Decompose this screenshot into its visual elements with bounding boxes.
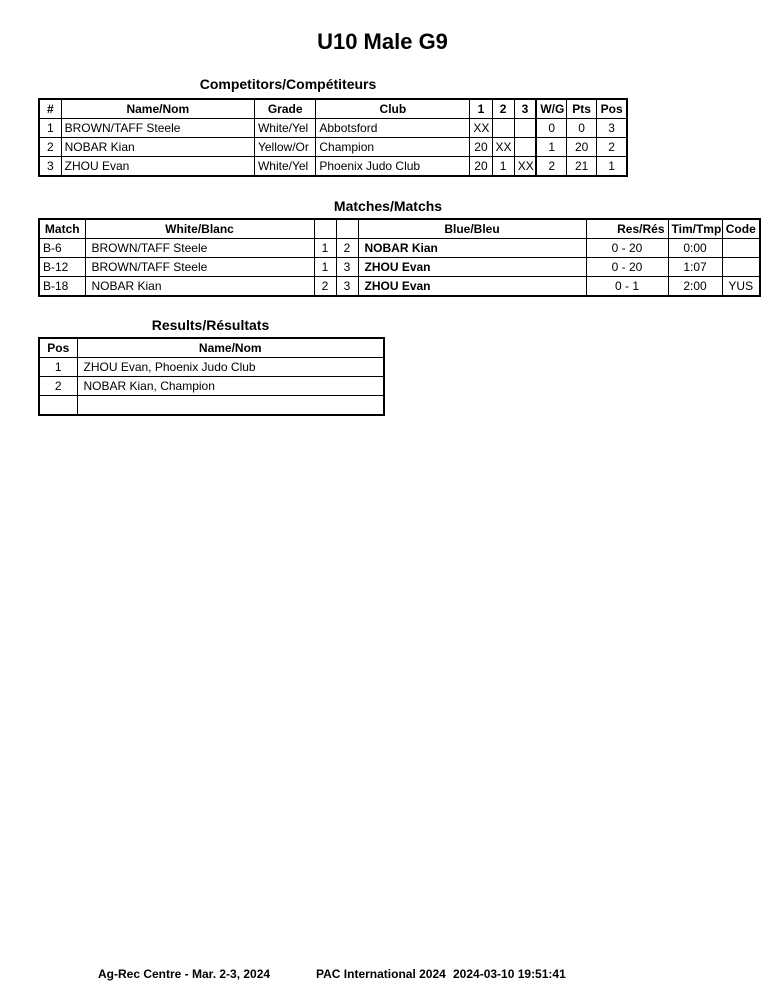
table-row [39, 258, 760, 277]
competitor-num: 3 [39, 157, 61, 177]
table-row [39, 119, 627, 138]
competitor-wg: 2 [536, 157, 566, 177]
competitor-grade: Yellow/Or [254, 138, 315, 157]
table-row [39, 377, 384, 396]
competitors-table [38, 98, 628, 177]
header-wnum [314, 219, 336, 239]
competitor-name: ZHOU Evan [61, 157, 254, 177]
results-header-row [39, 338, 384, 358]
header-name: Name/Nom [61, 99, 254, 119]
results-heading: Results/Résultats [151, 317, 270, 333]
header-match: Match [39, 219, 85, 239]
header-pos: Pos [597, 99, 627, 119]
result-pos [39, 396, 77, 416]
header-r3: 3 [514, 99, 536, 119]
header-code: Code [722, 219, 760, 239]
table-row [39, 157, 627, 177]
match-blue-num: 3 [336, 277, 358, 297]
result-pos: 1 [39, 358, 77, 377]
competitor-grade: White/Yel [254, 157, 315, 177]
competitor-r3 [514, 119, 536, 138]
table-row [39, 138, 627, 157]
match-white-num: 2 [314, 277, 336, 297]
competitor-pos: 2 [597, 138, 627, 157]
competitor-r1: 20 [470, 157, 492, 177]
competitor-wg: 0 [536, 119, 566, 138]
match-result: 0 - 1 [586, 277, 668, 297]
competitor-pts: 21 [567, 157, 597, 177]
competitor-num: 2 [39, 138, 61, 157]
match-id: B-12 [39, 258, 85, 277]
competitor-r3 [514, 138, 536, 157]
match-code: YUS [722, 277, 760, 297]
competitor-r2 [492, 119, 514, 138]
match-code [722, 239, 760, 258]
matches-heading: Matches/Matchs [333, 198, 443, 214]
match-blue: NOBAR Kian [358, 239, 586, 258]
competitors-heading: Competitors/Compétiteurs [199, 76, 377, 92]
match-blue: ZHOU Evan [358, 258, 586, 277]
competitor-club: Champion [316, 138, 470, 157]
match-result: 0 - 20 [586, 258, 668, 277]
competitor-club: Abbotsford [316, 119, 470, 138]
table-row [39, 358, 384, 377]
match-time: 0:00 [668, 239, 722, 258]
result-name: ZHOU Evan, Phoenix Judo Club [77, 358, 384, 377]
footer-timestamp: 2024-03-10 19:51:41 [453, 967, 566, 981]
match-white: BROWN/TAFF Steele [85, 239, 314, 258]
header-result-name: Name/Nom [77, 338, 384, 358]
competitor-r3: XX [514, 157, 536, 177]
match-white: BROWN/TAFF Steele [85, 258, 314, 277]
competitor-club: Phoenix Judo Club [316, 157, 470, 177]
match-blue-num: 3 [336, 258, 358, 277]
competitor-r1: 20 [470, 138, 492, 157]
table-row [39, 277, 760, 297]
footer-event: PAC International 2024 [316, 967, 446, 981]
header-res: Res/Rés [586, 219, 668, 239]
header-wg: W/G [536, 99, 566, 119]
header-result-pos: Pos [39, 338, 77, 358]
competitor-pos: 3 [597, 119, 627, 138]
match-time: 2:00 [668, 277, 722, 297]
match-blue: ZHOU Evan [358, 277, 586, 297]
match-blue-num: 2 [336, 239, 358, 258]
table-row [39, 239, 760, 258]
header-grade: Grade [254, 99, 315, 119]
match-id: B-6 [39, 239, 85, 258]
competitor-name: NOBAR Kian [61, 138, 254, 157]
result-pos: 2 [39, 377, 77, 396]
match-code [722, 258, 760, 277]
header-white: White/Blanc [85, 219, 314, 239]
matches-header-row [39, 219, 760, 239]
competitor-pts: 20 [567, 138, 597, 157]
results-table [38, 337, 385, 416]
match-id: B-18 [39, 277, 85, 297]
competitor-wg: 1 [536, 138, 566, 157]
competitor-num: 1 [39, 119, 61, 138]
header-num: # [39, 99, 61, 119]
competitor-r2: XX [492, 138, 514, 157]
header-club: Club [316, 99, 470, 119]
competitor-pos: 1 [597, 157, 627, 177]
footer-venue: Ag-Rec Centre - Mar. 2-3, 2024 [98, 967, 271, 981]
header-pts: Pts [567, 99, 597, 119]
match-white-num: 1 [314, 239, 336, 258]
page-title: U10 Male G9 [317, 29, 448, 54]
matches-table [38, 218, 761, 297]
competitor-grade: White/Yel [254, 119, 315, 138]
match-time: 1:07 [668, 258, 722, 277]
header-time: Tim/Tmp [668, 219, 722, 239]
result-name: NOBAR Kian, Champion [77, 377, 384, 396]
table-row [39, 396, 384, 416]
match-result: 0 - 20 [586, 239, 668, 258]
competitor-pts: 0 [567, 119, 597, 138]
result-name [77, 396, 384, 416]
header-r1: 1 [470, 99, 492, 119]
header-blue: Blue/Bleu [358, 219, 586, 239]
header-bnum [336, 219, 358, 239]
match-white-num: 1 [314, 258, 336, 277]
match-white: NOBAR Kian [85, 277, 314, 297]
competitors-header-row [39, 99, 627, 119]
competitor-r2: 1 [492, 157, 514, 177]
competitor-r1: XX [470, 119, 492, 138]
header-r2: 2 [492, 99, 514, 119]
competitor-name: BROWN/TAFF Steele [61, 119, 254, 138]
